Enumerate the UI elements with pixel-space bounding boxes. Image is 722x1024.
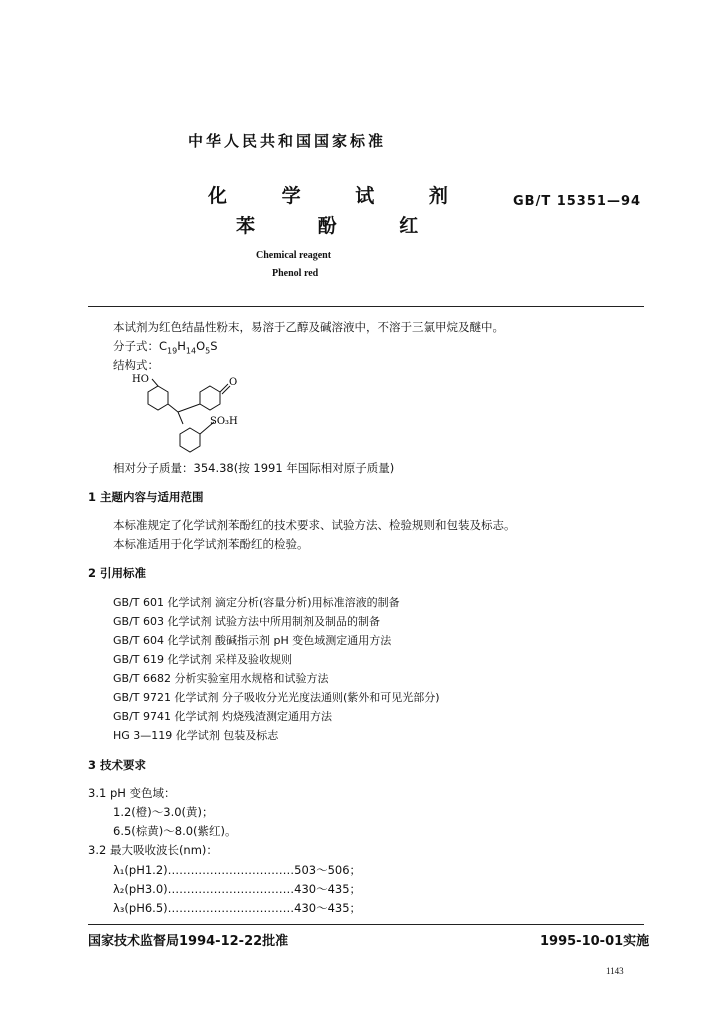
section3-heading: 3 技术要求 (88, 758, 147, 772)
section1-paragraph2: 本标准适用于化学试剂苯酚红的检验。 (113, 537, 309, 551)
formula-c-sub: 19 (167, 346, 178, 356)
ph-range-1: 1.2(橙)～3.0(黄)； (113, 805, 214, 819)
structure-o: O (229, 377, 238, 388)
page-number: 1143 (606, 966, 624, 976)
formula-h-sub: 14 (185, 346, 197, 356)
section3-1-label: 3.1 pH 变色域： (88, 786, 176, 800)
structure-ho: HO (132, 374, 149, 385)
reference-item: GB/T 604 化学试剂 酸碱指示剂 pH 变色域测定通用方法 (113, 634, 392, 647)
reference-item: GB/T 601 化学试剂 滴定分析(容量分析)用标准溶液的制备 (113, 596, 400, 609)
reference-item: HG 3—119 化学试剂 包装及标志 (113, 729, 279, 742)
bottom-divider (88, 924, 644, 925)
reference-item: GB/T 619 化学试剂 采样及验收规则 (113, 653, 292, 666)
english-title-line2: Phenol red (272, 268, 319, 279)
formula-o-sub: 5 (205, 346, 211, 356)
section2-heading: 2 引用标准 (88, 566, 147, 580)
wavelength-2: λ₂(pH3.0)……………………………430～435； (113, 882, 362, 896)
implementation-date: 1995-10-01实施 (540, 934, 650, 949)
section3-2-label: 3.2 最大吸收波长(nm)： (88, 843, 218, 857)
top-divider (88, 306, 644, 307)
reagent-description: 本试剂为红色结晶性粉末，易溶于乙醇及碱溶液中，不溶于三氯甲烷及醚中。 (113, 320, 504, 334)
formula-c: C (159, 339, 168, 353)
structure-label: 结构式： (113, 358, 159, 372)
approval-date: 国家技术监督局1994-12-22批准 (88, 934, 289, 949)
document-title-line2: 苯 酚 红 (236, 215, 447, 237)
reference-item: GB/T 9721 化学试剂 分子吸收分光光度法通则(紫外和可见光部分) (113, 691, 440, 704)
reference-item: GB/T 603 化学试剂 试验方法中所用制剂及制品的制备 (113, 615, 380, 628)
formula-label: 分子式： (113, 339, 159, 353)
structure-so3h: SO₃H (210, 416, 238, 427)
wavelength-3: λ₃(pH6.5)……………………………430～435； (113, 901, 362, 915)
section1-paragraph1: 本标准规定了化学试剂苯酚红的技术要求、试验方法、检验规则和包装及标志。 (113, 518, 516, 532)
english-title-line1: Chemical reagent (256, 250, 332, 261)
national-standard-heading: 中华人民共和国国家标准 (188, 132, 387, 150)
section1-heading: 1 主题内容与适用范围 (88, 490, 204, 504)
formula-s: S (210, 339, 218, 353)
structural-formula-diagram (128, 372, 268, 460)
formula-h: H (177, 339, 186, 353)
molecular-mass: 相对分子质量：354.38(按 1991 年国际相对原子质量) (113, 461, 395, 475)
wavelength-1: λ₁(pH1.2)……………………………503～506； (113, 863, 362, 877)
formula-o: O (196, 339, 206, 353)
ph-range-2: 6.5(棕黄)～8.0(紫红)。 (113, 824, 237, 838)
reference-item: GB/T 6682 分析实验室用水规格和试验方法 (113, 672, 329, 685)
reference-item: GB/T 9741 化学试剂 灼烧残渣测定通用方法 (113, 710, 332, 723)
document-title-line1: 化 学 试 剂 (208, 185, 472, 207)
standard-code: GB/T 15351—94 (513, 194, 642, 209)
molecular-formula (113, 338, 218, 355)
